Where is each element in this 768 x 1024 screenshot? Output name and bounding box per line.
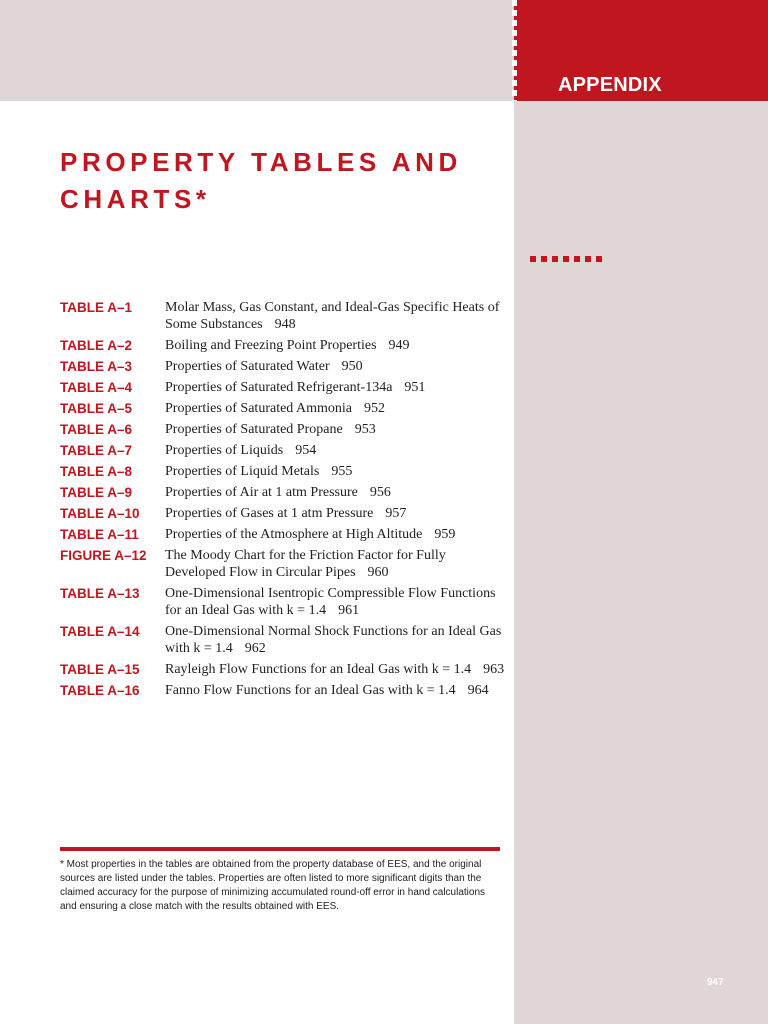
toc-title	[165, 442, 505, 459]
toc-title-text: One-Dimensional Isentropic Compressible Flow Functions for an Ideal Gas with k = 1.4	[165, 586, 496, 618]
toc-label: TABLE A–5	[60, 401, 133, 416]
toc-title-text: Molar Mass, Gas Constant, and Ideal-Gas Specific Heats of Some Substances	[165, 300, 500, 332]
toc-title-text: Rayleigh Flow Functions for an Ideal Gas with k = 1.4	[165, 662, 472, 677]
toc-title-text: The Moody Chart for the Friction Factor for Fully Developed Flow in Circular Pipes	[165, 548, 446, 580]
toc-entry[interactable]	[60, 379, 510, 396]
toc-entry[interactable]	[60, 585, 510, 619]
toc-title	[165, 358, 505, 375]
toc-label: TABLE A–10	[60, 506, 140, 521]
toc-label: FIGURE A–12	[60, 548, 147, 563]
toc-label: TABLE A–6	[60, 422, 133, 437]
toc-title-text: Properties of Saturated Propane	[165, 422, 343, 437]
toc-title	[165, 421, 505, 438]
toc-label: TABLE A–1	[60, 300, 133, 315]
toc-title-text: Properties of Liquid Metals	[165, 464, 320, 479]
toc-page-number: 950	[341, 359, 363, 374]
toc-entry[interactable]	[60, 400, 510, 417]
toc-page-number: 952	[364, 401, 386, 416]
toc-entry[interactable]	[60, 505, 510, 522]
toc-title	[165, 526, 505, 543]
toc-title	[165, 547, 505, 581]
toc-label: TABLE A–16	[60, 683, 140, 698]
toc-label: TABLE A–7	[60, 443, 133, 458]
appendix-label: APPENDIX	[558, 74, 662, 96]
toc-title	[165, 463, 505, 480]
toc-page-number: 963	[483, 662, 505, 677]
header-band	[0, 0, 514, 101]
toc-entry[interactable]	[60, 421, 510, 438]
toc-title	[165, 682, 505, 699]
toc-label: TABLE A–8	[60, 464, 133, 479]
toc-title-text: Boiling and Freezing Point Properties	[165, 338, 377, 353]
toc-entry[interactable]	[60, 463, 510, 480]
toc-label: TABLE A–2	[60, 338, 133, 353]
banner-dashed-edge	[512, 0, 517, 101]
toc-title-text: Fanno Flow Functions for an Ideal Gas with k = 1.4	[165, 683, 456, 698]
toc-title	[165, 400, 505, 417]
toc-entry[interactable]	[60, 299, 510, 333]
toc-title	[165, 379, 505, 396]
toc-label: TABLE A–4	[60, 380, 133, 395]
toc-label: TABLE A–11	[60, 527, 139, 542]
toc-page-number: 955	[331, 464, 353, 479]
toc-entry[interactable]	[60, 484, 510, 501]
toc-page-number: 957	[385, 506, 407, 521]
decorative-dot-row	[530, 256, 602, 262]
toc-label: TABLE A–3	[60, 359, 133, 374]
toc-title-text: Properties of Liquids	[165, 443, 284, 458]
toc-page-number: 954	[295, 443, 317, 458]
table-of-contents	[60, 299, 510, 703]
toc-page-number: 951	[404, 380, 426, 395]
toc-label: TABLE A–15	[60, 662, 140, 677]
toc-entry[interactable]	[60, 526, 510, 543]
toc-title-text: Properties of Saturated Ammonia	[165, 401, 353, 416]
toc-page-number: 948	[274, 317, 296, 332]
toc-title-text: Properties of the Atmosphere at High Altitude	[165, 527, 423, 542]
toc-entry[interactable]	[60, 661, 510, 678]
page-title: PROPERTY TABLES AND CHARTS*	[60, 147, 462, 214]
side-column	[514, 0, 768, 1024]
toc-page-number: 961	[338, 603, 360, 618]
toc-page-number: 964	[467, 683, 489, 698]
toc-title	[165, 623, 505, 657]
toc-page-number: 960	[367, 565, 389, 580]
toc-title-text: One-Dimensional Normal Shock Functions for an Ideal Gas with k = 1.4	[165, 624, 502, 656]
toc-title	[165, 299, 505, 333]
toc-entry[interactable]	[60, 623, 510, 657]
toc-entry[interactable]	[60, 442, 510, 459]
toc-page-number: 962	[244, 641, 266, 656]
toc-entry[interactable]	[60, 337, 510, 354]
toc-page-number: 949	[388, 338, 410, 353]
toc-label: TABLE A–9	[60, 485, 133, 500]
toc-title	[165, 484, 505, 501]
toc-entry[interactable]	[60, 358, 510, 375]
toc-title	[165, 661, 505, 678]
toc-title-text: Properties of Saturated Refrigerant-134a	[165, 380, 393, 395]
toc-title	[165, 585, 505, 619]
toc-entry[interactable]	[60, 547, 510, 581]
toc-page-number: 953	[354, 422, 376, 437]
toc-title-text: Properties of Gases at 1 atm Pressure	[165, 506, 374, 521]
toc-title	[165, 337, 505, 354]
toc-label: TABLE A–13	[60, 586, 140, 601]
toc-label: TABLE A–14	[60, 624, 140, 639]
footnote-divider	[60, 847, 500, 851]
page-number: 947	[707, 977, 724, 988]
toc-entry[interactable]	[60, 682, 510, 699]
footnote: * Most properties in the tables are obtained from the property database of EES, and the original sources are listed under the tables. Properties are often listed to more significant digits than the claimed accuracy for the purpose of minimizing accumulated round-off error in hand calculations and ensuring a close match with the results obtained with EES.	[60, 859, 486, 912]
toc-page-number: 959	[434, 527, 456, 542]
toc-title-text: Properties of Air at 1 atm Pressure	[165, 485, 358, 500]
toc-page-number: 956	[369, 485, 391, 500]
toc-title-text: Properties of Saturated Water	[165, 359, 330, 374]
toc-title	[165, 505, 505, 522]
